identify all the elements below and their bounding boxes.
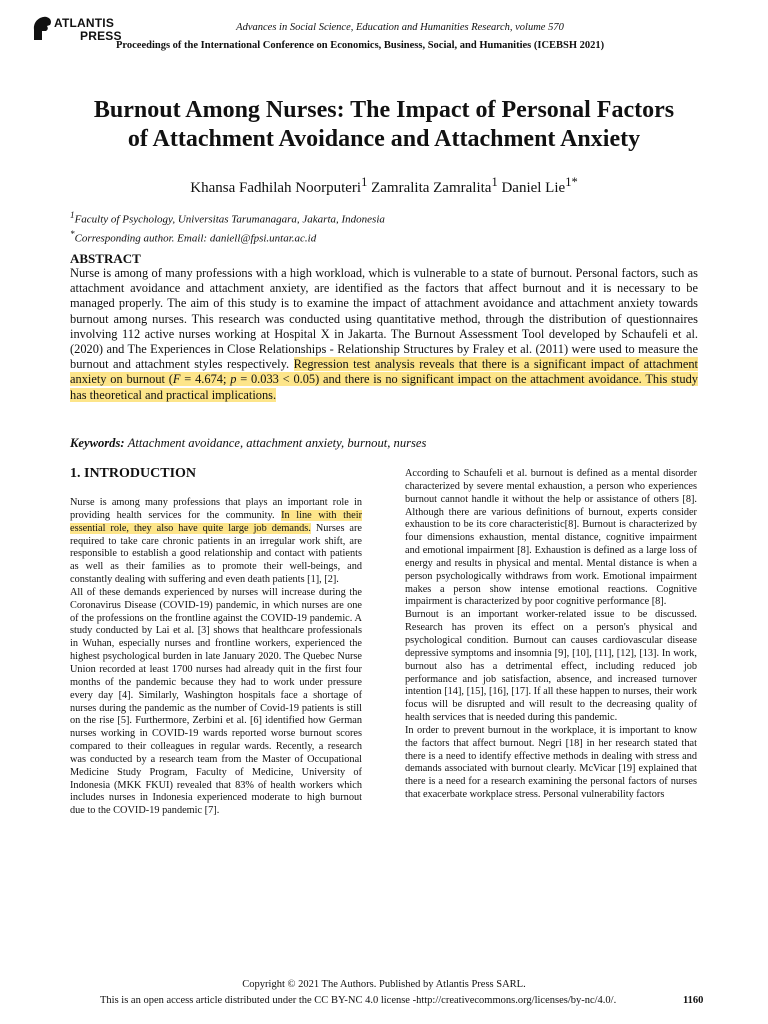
paragraph: In order to prevent burnout in the workplace, it is important to know the factors that affect burnout. Negri [18] in her research stated that there is a need to identify effective methods in dealing with stress and demands associated with burnout clearly. McVicar [19] explained that there is a need for a research examining the personal factors of nurses that exacerbate workplace stress. Personal vulnerability factors <box>405 724 697 801</box>
proceedings-title: Proceedings of the International Conference on Economics, Business, Social, and Humanities (ICEBSH 2021) <box>116 40 605 51</box>
keywords-label: Keywords: <box>70 436 125 450</box>
author-list <box>0 175 768 197</box>
body-column-left <box>70 497 362 818</box>
abstract-text: Nurse is among of many professions with a high workload, which is vulnerable to a state of burnout. Personal factors, such as attachment avoidance and attachment anxiety, are identified as the factors that affect burnout and it is necessary to be managed properly. The aim of this study is to examine the impact of attachment avoidance and attachment anxiety towards burnout among nurses. This research was conducted using quantitative method, through the distribution of questionnaires involving 112 active nurses working at Hospital X in Jakarta. The Burnout Assessment Tool developed by Schaufeli et al. (2020) and The Experiences in Close Relationships - Relationship Structures by Fraley et al. (2011) were used to measure the burnout and attachment styles respectively. Regression test analysis reveals that there is a significant impact of attachment anxiety on burnout (F = 4.674; p = 0.033 < 0.05) and there is no significant impact on the attachment avoidance. This study has theoretical and practical implications. <box>70 266 698 402</box>
series-title: Advances in Social Science, Education and Humanities Research, volume 570 <box>236 22 564 33</box>
author-affiliation-mark: 1* <box>565 175 578 189</box>
affiliations <box>70 208 385 245</box>
paper-title <box>40 96 728 154</box>
paragraph: Burnout is an important worker-related issue to be discussed. Research has proven its effect on a person's physical and psychological condition. Burnout can causes cardiovascular disease depressive symptoms and insomnia [9], [10], [11], [12], [13]. In work, burnout also has a detrimental effect, including reduced job performance and job satisfaction, absence, and increased turnover intention [14], [15], [16], [17]. If all these happen to nurses, their work focus will be disrupted and will result to the decreasing quality of health services that is needed during this pandemic. <box>405 609 697 724</box>
footer-copyright: Copyright © 2021 The Authors. Published by Atlantis Press SARL. <box>242 979 526 990</box>
paragraph: Nurse is among many professions that plays an important role in providing health services for the community. In line with their essential role, they also have quite large job demands. Nurses are required to take care chronic patients in an irregular work shift, are responsible to establish a good relationship and contact with patients as well as their families as to promote their well-beings, and constantly dealing with suffering and even death patients [1], [2]. <box>70 497 362 586</box>
author-affiliation-mark: 1 <box>491 175 498 189</box>
paragraph: All of these demands experienced by nurses will increase during the Coronavirus Disease (COVID-19) pandemic, in which nurses are one of the professions on the frontline against the COVID-19 pandemic. A study conducted by Lai et al. [3] shows that healthcare professionals in Wuhan, especially nurses and frontline workers, experienced the highest psychological burden in late January 2020. The Quebec Nurse Union recorded at least 1700 nurses had already quit in the first four months of the pandemic because they had to work under pressure every day [4]. Similarly, Washington hospitals face a shortage of nurses during the pandemic as the number of Covid-19 patients is still on the rise [5]. Furthermore, Zerbini et al. [6] identified how German nurses working in COVID-19 wards reported worse burnout scores compared to their colleagues in regular wards. Recently, a research was conducted by a research team from the Master of Occupational Medicine Study Program, Faculty of Medicine, University of Indonesia (MKK FKUI) revealed that 83% of health workers which includes nurses in Indonesia experienced moderate to high burnout due to the COVID-19 pandemic [7]. <box>70 586 362 817</box>
author-name: Zamralita Zamralita <box>371 180 492 196</box>
paper-title-line1: Burnout Among Nurses: The Impact of Personal Factors <box>93 97 675 123</box>
author-name: Daniel Lie <box>501 180 566 196</box>
footer-license: This is an open access article distributed under the CC BY-NC 4.0 license -http://creativecommons.org/licenses/by-nc/4.0/. <box>100 995 617 1006</box>
author-affiliation-mark: 1 <box>361 175 368 189</box>
page-number: 1160 <box>683 995 704 1006</box>
logo-word-atlantis: ATLANTIS <box>54 16 115 30</box>
keywords <box>70 436 698 451</box>
section-heading: 1. INTRODUCTION <box>70 466 197 481</box>
abstract-heading: ABSTRACT <box>70 251 141 266</box>
keywords-value: Attachment avoidance, attachment anxiety, burnout, nurses <box>127 436 427 450</box>
abstract-highlight: Regression test analysis reveals that there is a significant impact of attachment anxiety on burnout (F = 4.674; p = 0.033 < 0.05) and there is no significant impact on the attachment avoidance. This study has theoretical and practical implications. <box>70 357 698 402</box>
corresponding-author: *Corresponding author. Email: daniell@fpsi.untar.ac.id <box>70 228 317 245</box>
paragraph: According to Schaufeli et al. burnout is defined as a mental disorder characterized by severe mental exhaustion, a person who experiences burnout cannot handle it without the help or assistance of others [8]. Although there are various definitions of burnout, experts consider exhaustion to be its core characteristic[8]. Burnout is characterized by four dimensions exhaustion, mental distance, cognitive impairment and emotional impairment [8]. Exhaustion is defined as a large loss of energy and results in physical and mental. Mental distance is when a person psychologically withdraws from work. Emotional impairment makes a person show intense emotional reactions. Cognitive impairment is characterized by poor cognitive performance [8]. <box>405 468 697 608</box>
text-highlight: In line with their essential role, they also have quite large job demands. <box>70 509 362 534</box>
paper-title-line2: of Attachment Avoidance and Attachment Anxiety <box>127 126 641 152</box>
body-column-right <box>405 468 697 802</box>
logo-word-press: PRESS <box>80 29 122 43</box>
affiliation-1: $^1$Faculty of Psychology, Universitas Tarumanagara, Jakarta, Indonesia <box>70 210 385 226</box>
author-name: Khansa Fadhilah Noorputeri <box>190 180 362 196</box>
